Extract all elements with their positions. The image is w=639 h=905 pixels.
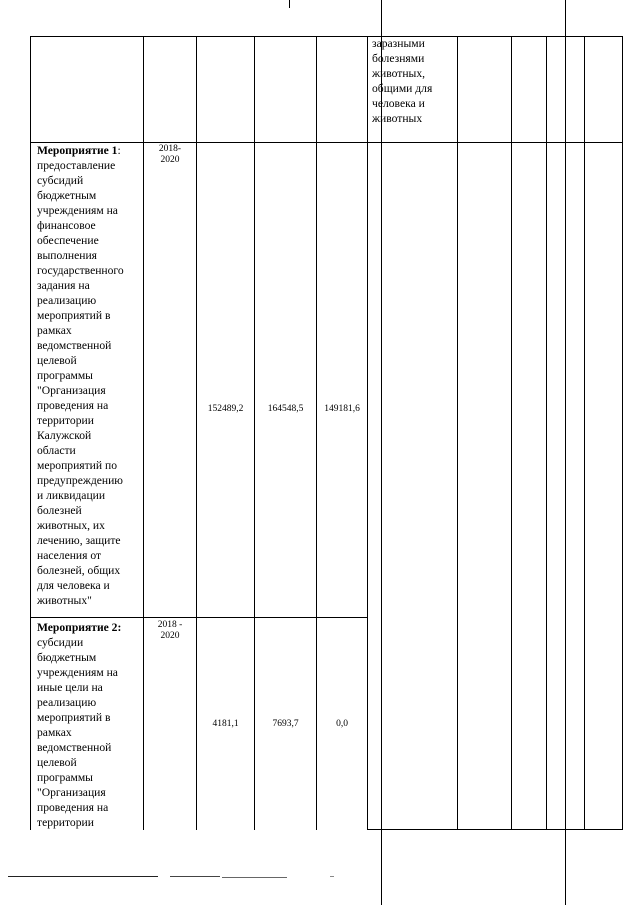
- measure-1-description: [37, 143, 124, 608]
- col-border-11: [622, 36, 623, 830]
- measure-1-title-suffix: :: [117, 144, 121, 157]
- measure-1-value-2019: 164548,5: [267, 404, 304, 414]
- bottom-mark-3: [222, 877, 287, 878]
- col-border-4: [316, 36, 317, 830]
- col-border-7: [511, 36, 512, 830]
- measure-1-value-2020: 149181,6: [324, 404, 360, 414]
- bottom-mark-2: [170, 876, 220, 877]
- measure-2-value-2019: 7693,7: [272, 719, 299, 729]
- col-border-6: [457, 36, 458, 830]
- measure-2-value-2020: 0,0: [336, 719, 348, 729]
- measure-1-period: 2018- 2020: [158, 144, 182, 165]
- table-top-border: [30, 36, 622, 37]
- col-border-9: [565, 0, 566, 905]
- bottom-mark-1: [8, 876, 158, 877]
- measure-1-title: Мероприятие 1: [37, 144, 118, 157]
- measure-2-value-2018: 4181,1: [212, 719, 239, 729]
- page-fold-line: [381, 0, 382, 905]
- col-border-10: [584, 36, 585, 830]
- col-border-0: [30, 36, 31, 830]
- measure-2-title: Мероприятие 2:: [37, 621, 122, 634]
- top-tick: [289, 0, 290, 8]
- measure-2-text: субсидии бюджетным учреждениям на иные цели на реализацию мероприятий в рамках ведомственной целевой программы "Организация проведения на территории: [37, 636, 118, 829]
- measure-2-description: [37, 620, 121, 830]
- col-border-8: [546, 36, 547, 830]
- col-border-3: [254, 36, 255, 830]
- measure-2-period: 2018 - 2020: [157, 620, 183, 641]
- col-border-5: [367, 36, 368, 830]
- col-border-2: [196, 36, 197, 830]
- prev-row-description: заразными болезнями животных, общими для человека и животных: [372, 37, 433, 125]
- measure-1-text: предоставление субсидий бюджетным учреждениям на финансовое обеспечение выполнения государственного задания на реализацию мероприятий в рамках ведомственной целевой программы "Организация проведения на территории Калужской области мероприятий по предупреждению и ликвидации болезней животных, их лечению, защите населения от болезней, общих для человека и животных": [37, 159, 124, 607]
- measure-1-value-2018: 152489,2: [207, 404, 244, 414]
- bottom-mark-4: [330, 876, 334, 877]
